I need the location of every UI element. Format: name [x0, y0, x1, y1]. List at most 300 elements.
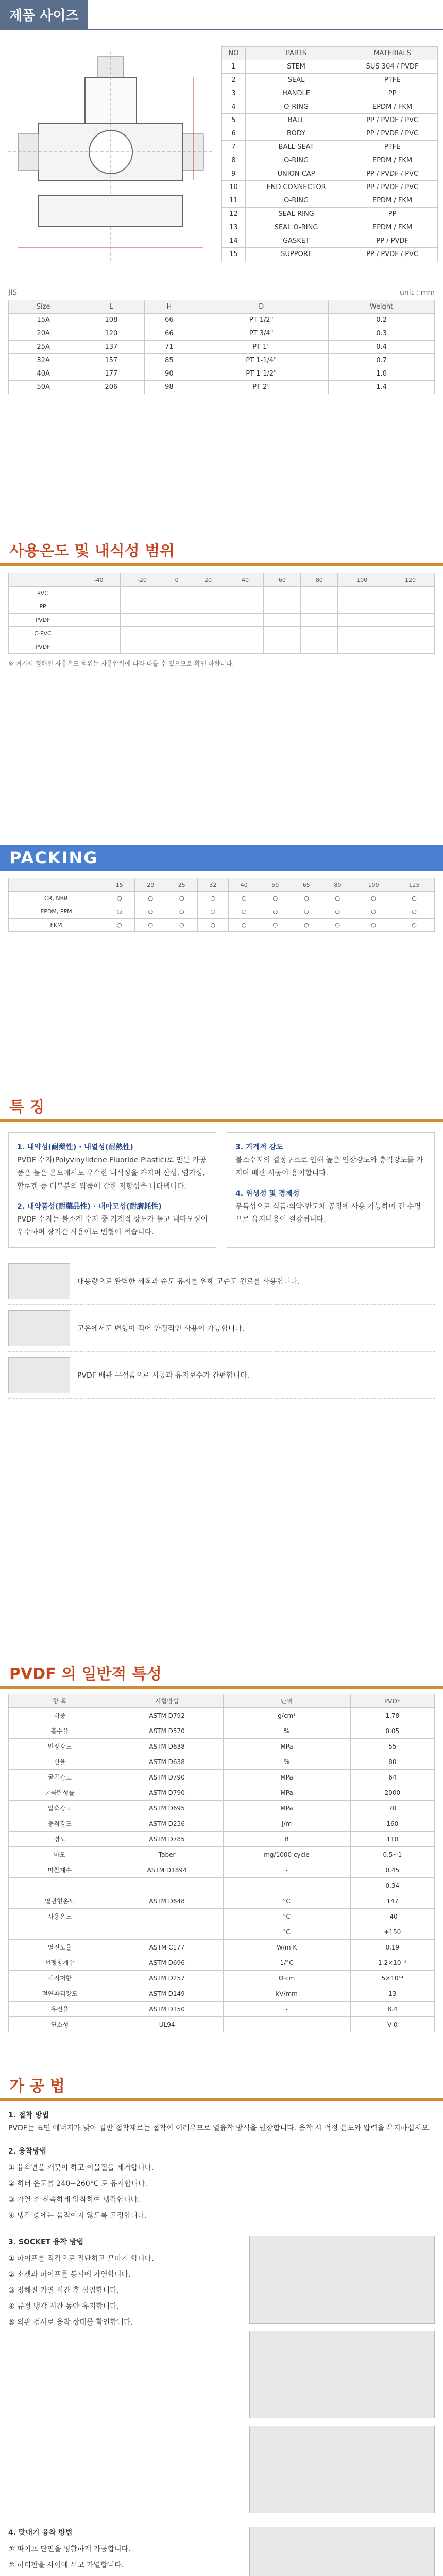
prop-cell: 인장강도	[9, 1739, 111, 1754]
proc-intro-text: PVDF는 표면 에너지가 낮아 일반 접착제로는 접착이 어려우므로 열융착 방식을 권장합니다. 융착 시 적정 온도와 압력을 유지하십시오.	[8, 2124, 431, 2133]
press-cell	[264, 627, 301, 640]
pack-cell: ○	[322, 919, 353, 932]
prop-row	[9, 1986, 435, 2002]
pack-col: 15	[104, 878, 135, 892]
dims-cell: 32A	[9, 354, 78, 367]
parts-cell: 12	[222, 208, 246, 221]
pack-row	[9, 905, 435, 919]
parts-row	[222, 141, 438, 154]
pack-col: 25	[166, 878, 198, 892]
parts-cell: EPDM / FKM	[347, 100, 438, 114]
parts-cell: 14	[222, 234, 246, 248]
press-cell	[227, 600, 264, 614]
prop-cell: -	[111, 1909, 223, 1924]
pack-cell: ○	[322, 905, 353, 919]
dims-cell: PT 1"	[194, 341, 329, 354]
press-cell	[301, 627, 338, 640]
pack-cell: ○	[260, 892, 291, 905]
prop-cell: R	[223, 1832, 350, 1847]
parts-cell: O-RING	[245, 100, 347, 114]
prop-cell: kV/mm	[223, 1986, 350, 2002]
dims-cell: 20A	[9, 327, 78, 341]
parts-cell: 5	[222, 114, 246, 127]
parts-cell: EPDM / FKM	[347, 221, 438, 234]
press-cell	[190, 600, 227, 614]
press-row	[9, 587, 435, 600]
prop-row	[9, 1862, 435, 1878]
press-cell	[164, 614, 190, 627]
dims-cell: PT 2"	[194, 381, 329, 394]
pressure-table	[8, 573, 435, 654]
parts-cell: PP / PVDF / PVC	[347, 167, 438, 181]
prop-cell: 유전율	[9, 2002, 111, 2017]
prop-row	[9, 1909, 435, 1924]
feature-2-text: PVDF 수지는 불소계 수지 중 기계적 강도가 높고 내마모성이 우수하며 장기간 사용에도 변형이 적습니다.	[17, 1215, 208, 1237]
prop-cell: 1.78	[350, 1708, 434, 1723]
prop-cell: %	[223, 1754, 350, 1770]
feature-bullet-text: 고온에서도 변형이 적어 안정적인 사용이 가능합니다.	[77, 1325, 245, 1333]
feature-bullet-text: PVDF 배관 구성품으로 시공과 유지보수가 간편합니다.	[77, 1371, 250, 1380]
pack-cell: ○	[166, 892, 198, 905]
pack-col: 40	[229, 878, 260, 892]
prop-cell: -40	[350, 1909, 434, 1924]
pressure-title: 사용온도 및 내식성 범위	[0, 536, 443, 566]
prop-row	[9, 1785, 435, 1801]
prop-cell: ASTM D570	[111, 1723, 223, 1739]
parts-row	[222, 114, 438, 127]
dims-cell: 66	[144, 327, 194, 341]
feature-bullet	[8, 1352, 435, 1399]
dims-cell: 15A	[9, 314, 78, 327]
prop-row	[9, 1893, 435, 1909]
prop-row	[9, 1739, 435, 1754]
dims-cell: 50A	[9, 381, 78, 394]
prop-cell: g/cm³	[223, 1708, 350, 1723]
dims-cell: 90	[144, 367, 194, 381]
proc-s3-title: 3. SOCKET 융착 방법	[8, 2238, 83, 2247]
dims-cell: 0.7	[329, 354, 435, 367]
prop-row	[9, 2002, 435, 2017]
press-cell	[77, 640, 120, 654]
features-section	[0, 1092, 443, 1638]
press-cell	[386, 640, 435, 654]
dims-row	[9, 381, 435, 394]
press-cell	[190, 614, 227, 627]
process-step: ② 히터판을 사이에 두고 가열합니다.	[8, 2561, 124, 2569]
socket-fusion-photo-3	[249, 2426, 435, 2513]
prop-row	[9, 1801, 435, 1816]
feature-bullet-text: 대용량으로 완벽한 세척과 순도 유지를 위해 고순도 원료를 사용합니다.	[77, 1278, 300, 1286]
press-col: -40	[77, 573, 120, 587]
parts-row	[222, 221, 438, 234]
feature-3-title: 3. 기계적 강도	[235, 1143, 283, 1151]
prop-cell	[9, 1878, 111, 1893]
prop-cell: 0.05	[350, 1723, 434, 1739]
prop-cell: UL94	[111, 2017, 223, 2032]
feature-bullet	[8, 1258, 435, 1305]
pack-cell: ○	[291, 919, 322, 932]
dims-cell: 98	[144, 381, 194, 394]
press-cell	[338, 614, 386, 627]
feature-3-text: 불소수지의 결정구조로 인해 높은 인장강도와 충격강도를 가지며 배관 시공이 용이합니다.	[235, 1156, 423, 1178]
dims-cell: PT 1-1/2"	[194, 367, 329, 381]
press-cell	[338, 587, 386, 600]
packing-title: PACKING	[0, 845, 443, 871]
press-cell	[77, 600, 120, 614]
press-cell	[301, 600, 338, 614]
pack-cell: ○	[135, 892, 166, 905]
pack-cell: ○	[104, 892, 135, 905]
parts-cell: SEAL	[245, 74, 347, 87]
press-col: 20	[190, 573, 227, 587]
proc-s3-list	[8, 2252, 239, 2330]
prop-cell: -	[223, 2017, 350, 2032]
prop-cell	[111, 1924, 223, 1940]
prop-row	[9, 1971, 435, 1986]
prop-cell: MPa	[223, 1785, 350, 1801]
pack-cell: ○	[353, 919, 394, 932]
press-row	[9, 614, 435, 627]
prop-row	[9, 1816, 435, 1832]
dims-cell: 157	[78, 354, 144, 367]
press-col: 100	[338, 573, 386, 587]
press-cell	[190, 640, 227, 654]
prop-cell: °C	[223, 1909, 350, 1924]
prop-cell: 마찰계수	[9, 1862, 111, 1878]
press-cell	[190, 587, 227, 600]
parts-cell: BODY	[245, 127, 347, 141]
proc-intro-title: 1. 접착 방법	[8, 2111, 49, 2120]
press-cell	[164, 627, 190, 640]
press-cell	[164, 640, 190, 654]
parts-cell: PTFE	[347, 141, 438, 154]
pack-cell: ○	[353, 905, 394, 919]
press-cell	[264, 600, 301, 614]
press-cell	[227, 587, 264, 600]
parts-cell: 11	[222, 194, 246, 208]
press-cell	[301, 614, 338, 627]
pressure-section	[0, 536, 443, 824]
dims-cell: 177	[78, 367, 144, 381]
pack-label: FKM	[9, 919, 104, 932]
press-cell	[227, 627, 264, 640]
parts-row	[222, 194, 438, 208]
press-row	[9, 640, 435, 654]
prop-cell: Taber	[111, 1847, 223, 1862]
pack-cell: ○	[104, 919, 135, 932]
prop-cell: +150	[350, 1924, 434, 1940]
dims-row	[9, 327, 435, 341]
process-step: ② 소켓과 파이프를 동시에 가열합니다.	[8, 2270, 131, 2279]
press-col: 120	[386, 573, 435, 587]
prop-cell: W/m·K	[223, 1940, 350, 1955]
dims-row	[9, 341, 435, 354]
process-step: ① 융착면을 깨끗이 하고 이물질을 제거합니다.	[8, 2163, 154, 2172]
press-cell	[386, 587, 435, 600]
press-corner	[9, 573, 77, 587]
pack-cell: ○	[353, 892, 394, 905]
dims-cell: PT 3/4"	[194, 327, 329, 341]
prop-cell: 8.4	[350, 2002, 434, 2017]
process-step: ③ 가열 후 신속하게 압착하여 냉각합니다.	[8, 2195, 140, 2204]
prop-cell: 굴곡강도	[9, 1770, 111, 1785]
col-parts: PARTS	[245, 47, 347, 60]
pack-cell: ○	[104, 905, 135, 919]
prop-cell: ASTM D792	[111, 1708, 223, 1723]
prop-cell: 0.5~1	[350, 1847, 434, 1862]
pack-col: 32	[197, 878, 229, 892]
feature-col-right	[227, 1132, 435, 1248]
prop-cell: V-0	[350, 2017, 434, 2032]
pack-cell: ○	[229, 919, 260, 932]
parts-row	[222, 167, 438, 181]
process-step: ① 파이프를 직각으로 절단하고 모따기 합니다.	[8, 2254, 154, 2263]
prop-cell: %	[223, 1723, 350, 1739]
prop-cell: 충격강도	[9, 1816, 111, 1832]
prop-col: 시험방법	[111, 1694, 223, 1708]
prop-cell: °C	[223, 1924, 350, 1940]
press-cell	[121, 640, 164, 654]
prop-cell: ASTM D150	[111, 2002, 223, 2017]
prop-row	[9, 1708, 435, 1723]
press-col: 40	[227, 573, 264, 587]
pack-cell: ○	[322, 892, 353, 905]
prop-row	[9, 1832, 435, 1847]
parts-cell: PP / PVDF / PVC	[347, 114, 438, 127]
prop-cell: 선팽창계수	[9, 1955, 111, 1971]
dims-cell: 85	[144, 354, 194, 367]
prop-cell: MPa	[223, 1801, 350, 1816]
prop-row	[9, 1770, 435, 1785]
prop-row	[9, 2017, 435, 2032]
press-cell	[386, 614, 435, 627]
prop-cell: ASTM D638	[111, 1739, 223, 1754]
pack-cell: ○	[291, 905, 322, 919]
feature-4-text: 무독성으로 식품·의약·반도체 공정에 사용 가능하며 긴 수명으로 유지비용이 절감됩니다.	[235, 1202, 421, 1224]
press-col: 60	[264, 573, 301, 587]
prop-cell: J/m	[223, 1816, 350, 1832]
prop-cell	[9, 1924, 111, 1940]
prop-cell: 110	[350, 1832, 434, 1847]
prop-cell: 1/°C	[223, 1955, 350, 1971]
feature-1-text: PVDF 수지(Polyvinylidene Fluoride Plastic)로 만든 가공품은 높은 온도에서도 우수한 내식성을 가지며 산성, 염기성, 할로겐 등 대부분의 약품에 강한 저항성을 나타냅니다.	[17, 1156, 207, 1191]
parts-row	[222, 74, 438, 87]
prop-cell: 체적저항	[9, 1971, 111, 1986]
parts-table	[222, 46, 438, 261]
prop-row	[9, 1924, 435, 1940]
prop-cell: 80	[350, 1754, 434, 1770]
parts-cell: BALL	[245, 114, 347, 127]
press-cell	[301, 587, 338, 600]
prop-cell: ASTM D149	[111, 1986, 223, 2002]
prop-col: 항 목	[9, 1694, 111, 1708]
valve-drawing-area	[0, 46, 443, 283]
parts-cell: 13	[222, 221, 246, 234]
parts-cell: PP / PVDF / PVC	[347, 248, 438, 261]
prop-cell: 0.19	[350, 1940, 434, 1955]
processing-title: 가 공 법	[0, 2071, 443, 2101]
prop-cell: 0.34	[350, 1878, 434, 1893]
dims-row	[9, 354, 435, 367]
dims-cell: 108	[78, 314, 144, 327]
dims-cell: 1.4	[329, 381, 435, 394]
pack-label: CR, NBR	[9, 892, 104, 905]
parts-cell: HANDLE	[245, 87, 347, 100]
dims-table	[8, 300, 435, 394]
press-cell	[164, 600, 190, 614]
prop-cell: ASTM D256	[111, 1816, 223, 1832]
prop-cell: Ω·cm	[223, 1971, 350, 1986]
pack-col: 65	[291, 878, 322, 892]
press-cell	[386, 627, 435, 640]
product-size-header	[0, 0, 443, 31]
press-cell	[338, 627, 386, 640]
prop-col: 단위	[223, 1694, 350, 1708]
proc-s4-title: 4. 맞대기 융착 방법	[8, 2529, 73, 2537]
col-no: NO	[222, 47, 246, 60]
product-size-tab[interactable]: 제품 사이즈	[0, 0, 88, 29]
pack-cell: ○	[197, 905, 229, 919]
press-cell	[190, 627, 227, 640]
feature-2-title: 2. 내약품성(耐藥品性) · 내마모성(耐磨耗性)	[17, 1202, 162, 1211]
prop-cell: 압축강도	[9, 1801, 111, 1816]
pack-cell: ○	[166, 905, 198, 919]
prop-cell: ASTM D1894	[111, 1862, 223, 1878]
proc-s4-list	[8, 2543, 239, 2576]
press-cell	[164, 587, 190, 600]
dims-col: D	[194, 300, 329, 314]
press-material: PVC	[9, 587, 77, 600]
pack-cell: ○	[291, 892, 322, 905]
packing-table	[8, 878, 435, 932]
press-cell	[264, 587, 301, 600]
prop-cell: ASTM D790	[111, 1770, 223, 1785]
parts-cell: 6	[222, 127, 246, 141]
process-step: ⑤ 외관 검사로 융착 상태를 확인합니다.	[8, 2318, 133, 2327]
socket-fusion-photo-1	[249, 2236, 435, 2324]
dims-col: Size	[9, 300, 78, 314]
press-cell	[338, 640, 386, 654]
prop-cell: ASTM D695	[111, 1801, 223, 1816]
prop-cell: 비중	[9, 1708, 111, 1723]
press-material: PVDF	[9, 640, 77, 654]
parts-cell: SUS 304 / PVDF	[347, 60, 438, 74]
prop-cell: ASTM D648	[111, 1893, 223, 1909]
prop-cell: 절연파괴강도	[9, 1986, 111, 2002]
parts-row	[222, 100, 438, 114]
prop-row	[9, 1754, 435, 1770]
prop-row	[9, 1847, 435, 1862]
pressure-note: ※ 여기서 정해진 사용온도 범위는 사용압력에 따라 다를 수 있으므로 확인 바랍니다.	[8, 660, 234, 667]
prop-cell: 1.2×10⁻⁴	[350, 1955, 434, 1971]
dims-cell: PT 1-1/4"	[194, 354, 329, 367]
prop-cell: 13	[350, 1986, 434, 2002]
feature-bullets	[0, 1258, 443, 1399]
parts-cell: GASKET	[245, 234, 347, 248]
press-col: 80	[301, 573, 338, 587]
prop-cell: 흡수율	[9, 1723, 111, 1739]
feature-thumb	[8, 1357, 70, 1393]
parts-cell: 15	[222, 248, 246, 261]
pack-col: 50	[260, 878, 291, 892]
prop-cell: 55	[350, 1739, 434, 1754]
proc-s2-title: 2. 융착방법	[8, 2147, 47, 2156]
dims-unit: unit : mm	[399, 289, 435, 297]
parts-row	[222, 248, 438, 261]
dims-cell: 1.0	[329, 367, 435, 381]
pack-cell: ○	[229, 905, 260, 919]
process-step: ③ 정해진 가열 시간 후 삽입합니다.	[8, 2286, 120, 2295]
feature-thumb	[8, 1310, 70, 1346]
feature-bullet	[8, 1305, 435, 1352]
parts-cell: 7	[222, 141, 246, 154]
dims-col: H	[144, 300, 194, 314]
prop-cell: 마모	[9, 1847, 111, 1862]
prop-cell: 70	[350, 1801, 434, 1816]
parts-cell: PP	[347, 87, 438, 100]
parts-cell: PTFE	[347, 74, 438, 87]
press-cell	[227, 640, 264, 654]
dims-cell: 120	[78, 327, 144, 341]
features-title: 특 징	[0, 1092, 443, 1122]
prop-col: PVDF	[350, 1694, 434, 1708]
parts-cell: 8	[222, 154, 246, 167]
pack-cell: ○	[197, 919, 229, 932]
press-cell	[121, 600, 164, 614]
press-cell	[386, 600, 435, 614]
press-cell	[264, 614, 301, 627]
prop-cell: 147	[350, 1893, 434, 1909]
parts-row	[222, 208, 438, 221]
parts-cell: PP / PVDF / PVC	[347, 181, 438, 194]
parts-cell: PP	[347, 208, 438, 221]
parts-cell: BALL SEAT	[245, 141, 347, 154]
feature-col-left	[8, 1132, 216, 1248]
prop-cell: ASTM D257	[111, 1971, 223, 1986]
valve-diagram	[8, 46, 219, 278]
parts-cell: O-RING	[245, 194, 347, 208]
prop-cell: -	[223, 2002, 350, 2017]
prop-cell: 연소성	[9, 2017, 111, 2032]
parts-row	[222, 181, 438, 194]
dims-cell: 0.4	[329, 341, 435, 354]
press-cell	[338, 600, 386, 614]
prop-cell: MPa	[223, 1770, 350, 1785]
parts-cell: O-RING	[245, 154, 347, 167]
parts-cell: EPDM / FKM	[347, 194, 438, 208]
prop-cell: 0.45	[350, 1862, 434, 1878]
prop-cell: 160	[350, 1816, 434, 1832]
parts-cell: 10	[222, 181, 246, 194]
properties-section	[0, 1659, 443, 2050]
dims-cell: 71	[144, 341, 194, 354]
pack-cell: ○	[166, 919, 198, 932]
dims-col: L	[78, 300, 144, 314]
pack-row	[9, 892, 435, 905]
dims-cell: 40A	[9, 367, 78, 381]
prop-cell: MPa	[223, 1739, 350, 1754]
dims-section	[0, 289, 443, 515]
parts-row	[222, 60, 438, 74]
parts-cell: SEAL RING	[245, 208, 347, 221]
press-material: C-PVC	[9, 627, 77, 640]
dims-cell: 137	[78, 341, 144, 354]
parts-cell: 2	[222, 74, 246, 87]
prop-cell: 64	[350, 1770, 434, 1785]
prop-cell: -	[223, 1878, 350, 1893]
prop-cell: -	[223, 1862, 350, 1878]
dims-col: Weight	[329, 300, 435, 314]
